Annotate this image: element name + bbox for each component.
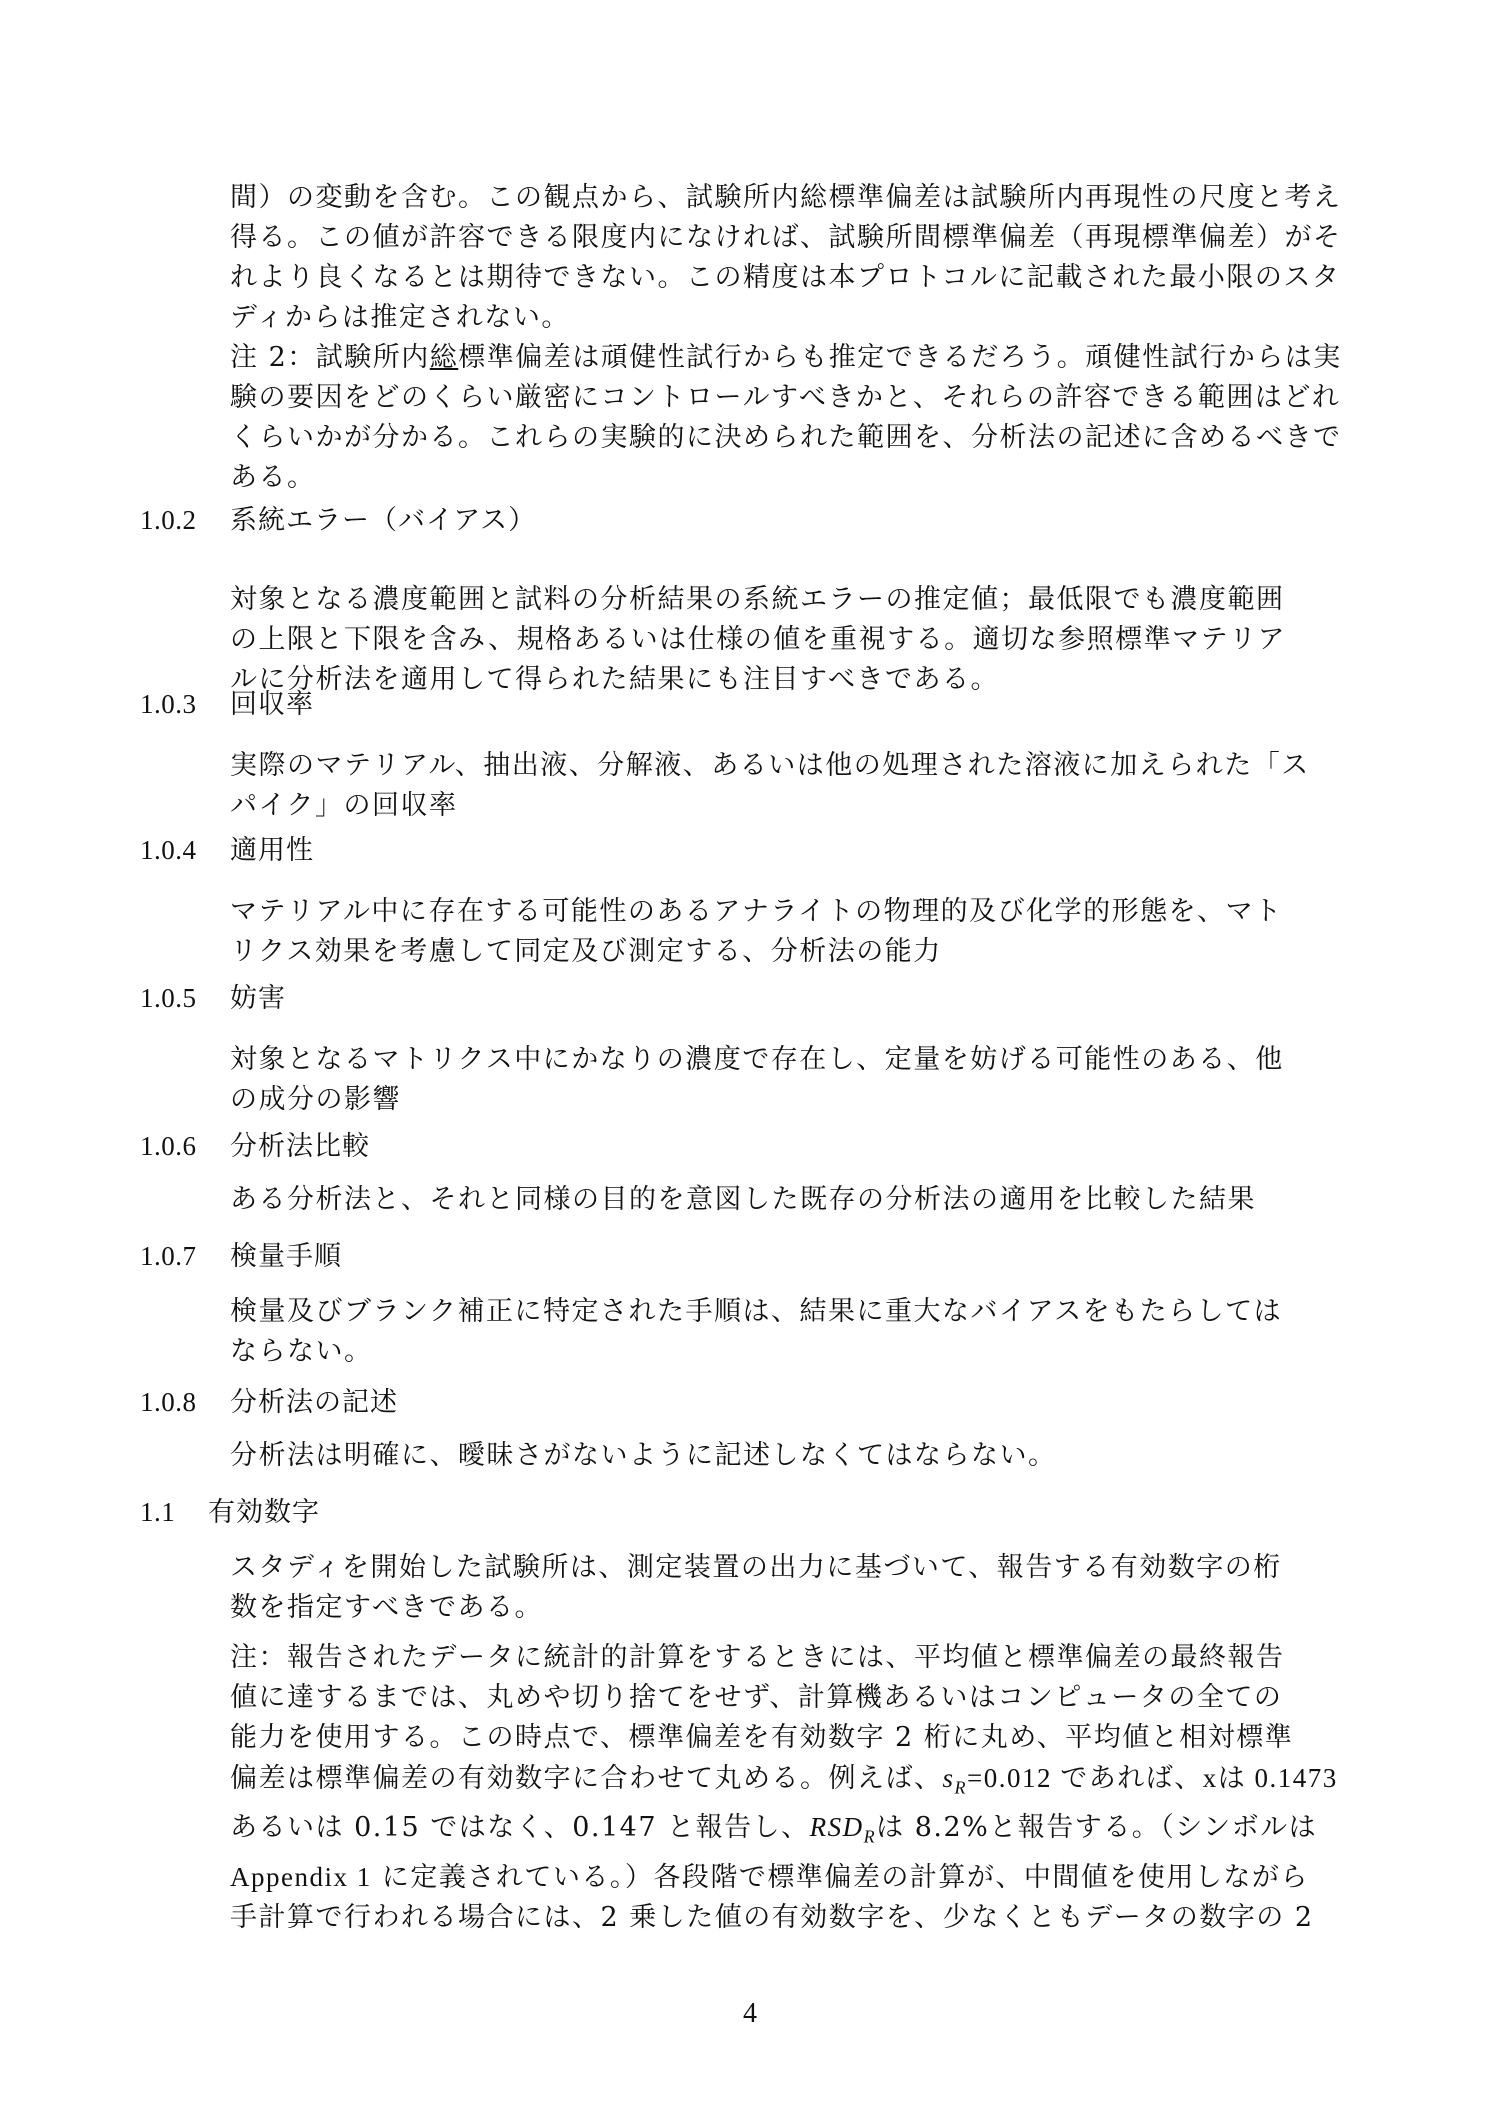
section-title: 妨害 [230,983,286,1014]
intro-line: 間）の変動を含む。この観点から、試験所内総標準偏差は試験所内再現性の尺度と考え [230,182,1342,213]
section-heading-1-0-3 [140,684,314,725]
section-number: 1.0.5 [140,983,197,1013]
body-line: 数を指定すべきである。 [230,1592,543,1623]
note-2-paragraph [230,338,1370,498]
section-heading-1-1 [140,1492,320,1533]
section-body-1-0-7 [230,1292,1370,1372]
final-note-text: Appendix 1 [230,1861,372,1892]
symbol-subscript: R [954,1777,968,1798]
section-heading-1-0-5 [140,978,286,1019]
final-note-line: 値に達するまでは、丸めや切り捨てをせず、計算機あるいはコンピュータの全ての [230,1682,1283,1713]
note-2-text: 注 2：試験所内 [230,342,430,373]
final-note-text: に定義されている。）各段階で標準偏差の計算が、中間値を使用しながら [371,1861,1309,1893]
section-number: 1.1 [140,1497,176,1527]
note-2-line: 験の要因をどのくらい厳密にコントロールすべきかと、それらの許容できる範囲はどれ [230,382,1341,413]
body-line: 対象となるマトリクス中にかなりの濃度で存在し、定量を妨げる可能性のある、他 [230,1044,1284,1075]
body-line: パイク」の回収率 [230,790,458,821]
body-line: ルに分析法を適用して得られた結果にも注目すべきである。 [230,664,999,695]
section-title: 適用性 [230,835,314,866]
final-note-paragraph [230,1638,1370,1938]
body-line: マテリアル中に存在する可能性のあるアナライトの物理的及び化学的形態を、マト [230,896,1283,927]
section-heading-1-0-2 [140,500,536,541]
section-body-1-0-8 [230,1436,1370,1476]
section-title: 系統エラー（バイアス） [230,505,537,536]
symbol-text: RSD [809,1812,864,1843]
symbol-rsd-r [809,1812,877,1847]
intro-line: れより良くなるとは期待できない。この精度は本プロトコルに記載された最小限のスタ [230,262,1341,293]
section-heading-1-0-7 [140,1236,342,1277]
section-body-1-0-3 [230,746,1370,826]
symbol-text: s [942,1763,955,1793]
body-line: 分析法は明確に、曖昧さがないように記述しなくてはならない。 [230,1440,1057,1471]
section-title: 検量手順 [230,1241,342,1272]
section-body-1-0-2 [230,580,1370,700]
section-heading-1-0-6 [140,1126,370,1167]
final-note-line [230,1807,1370,1856]
note-2-underlined-word: 総 [429,342,459,373]
section-heading-1-0-8 [140,1382,398,1423]
final-note-text: あるいは 0.15 ではなく、0.147 と報告し、 [230,1812,810,1844]
section-number: 1.0.2 [140,505,197,535]
section-title: 分析法の記述 [230,1387,398,1418]
body-line: の成分の影響 [230,1084,401,1115]
intro-line: ディからは推定されない。 [230,302,570,333]
section-number: 1.0.6 [140,1131,197,1161]
section-heading-1-0-4 [140,830,314,871]
final-note-line: 手計算で行われる場合には、2 乗した値の有効数字を、少なくともデータの数字の 2 [230,1901,1314,1933]
section-body-1-1 [230,1548,1370,1628]
body-line: 対象となる濃度範囲と試料の分析結果の系統エラーの推定値；最低限でも濃度範囲 [230,584,1285,615]
section-number: 1.0.7 [140,1241,197,1271]
body-line: リクス効果を考慮して同定及び測定する、分析法の能力 [230,936,942,967]
section-body-1-0-5 [230,1040,1370,1120]
symbol-subscript: R [863,1826,877,1847]
section-title: 回収率 [230,689,314,720]
note-2-line: ある。 [230,462,316,493]
intro-line: 得る。この値が許容できる限度内になければ、試験所間標準偏差（再現標準偏差）がそ [230,222,1342,253]
section-body-1-0-6 [230,1180,1370,1220]
section-number: 1.0.4 [140,835,197,865]
body-line: 実際のマテリアル、抽出液、分解液、あるいは他の処理された溶液に加えられた「ス [230,750,1310,781]
body-line: スタディを開始した試験所は、測定装置の出力に基づいて、報告する有効数字の桁 [230,1552,1282,1583]
note-2-line: くらいかが分かる。これらの実験的に決められた範囲を、分析法の記述に含めるべきで [230,422,1342,453]
section-title: 有効数字 [208,1497,320,1528]
note-2-line [230,338,1370,378]
final-note-line: 能力を使用する。この時点で、標準偏差を有効数字 2 桁に丸め、平均値と相対標準 [230,1722,1294,1753]
section-number: 1.0.3 [140,689,197,719]
final-note-line [230,1758,1370,1807]
section-number: 1.0.8 [140,1387,197,1417]
note-2-text: 標準偏差は頑健性試行からも推定できるだろう。頑健性試行からは実 [458,342,1342,373]
body-line: の上限と下限を含み、規格あるいは仕様の値を重視する。適切な参照標準マテリア [230,624,1287,655]
section-body-1-0-4 [230,892,1370,972]
body-line: ならない。 [230,1336,373,1367]
page-number: 4 [743,1998,757,2029]
final-note-text: 偏差は標準偏差の有効数字に合わせて丸める。例えば、 [230,1763,943,1794]
body-line: 検量及びブランク補正に特定された手順は、結果に重大なバイアスをもたらしては [230,1296,1283,1327]
final-note-text: =0.012 であれば、xは 0.1473 [967,1763,1338,1793]
final-note-line: 注：報告されたデータに統計的計算をするときには、平均値と標準偏差の最終報告 [230,1642,1285,1673]
symbol-s-r [942,1763,968,1798]
final-note-line [230,1857,1370,1898]
intro-paragraph [230,178,1370,338]
final-note-text: は 8.2%と報告する。（シンボルは [876,1812,1318,1844]
section-title: 分析法比較 [230,1131,370,1162]
body-line: ある分析法と、それと同様の目的を意図した既存の分析法の適用を比較した結果 [230,1184,1256,1215]
